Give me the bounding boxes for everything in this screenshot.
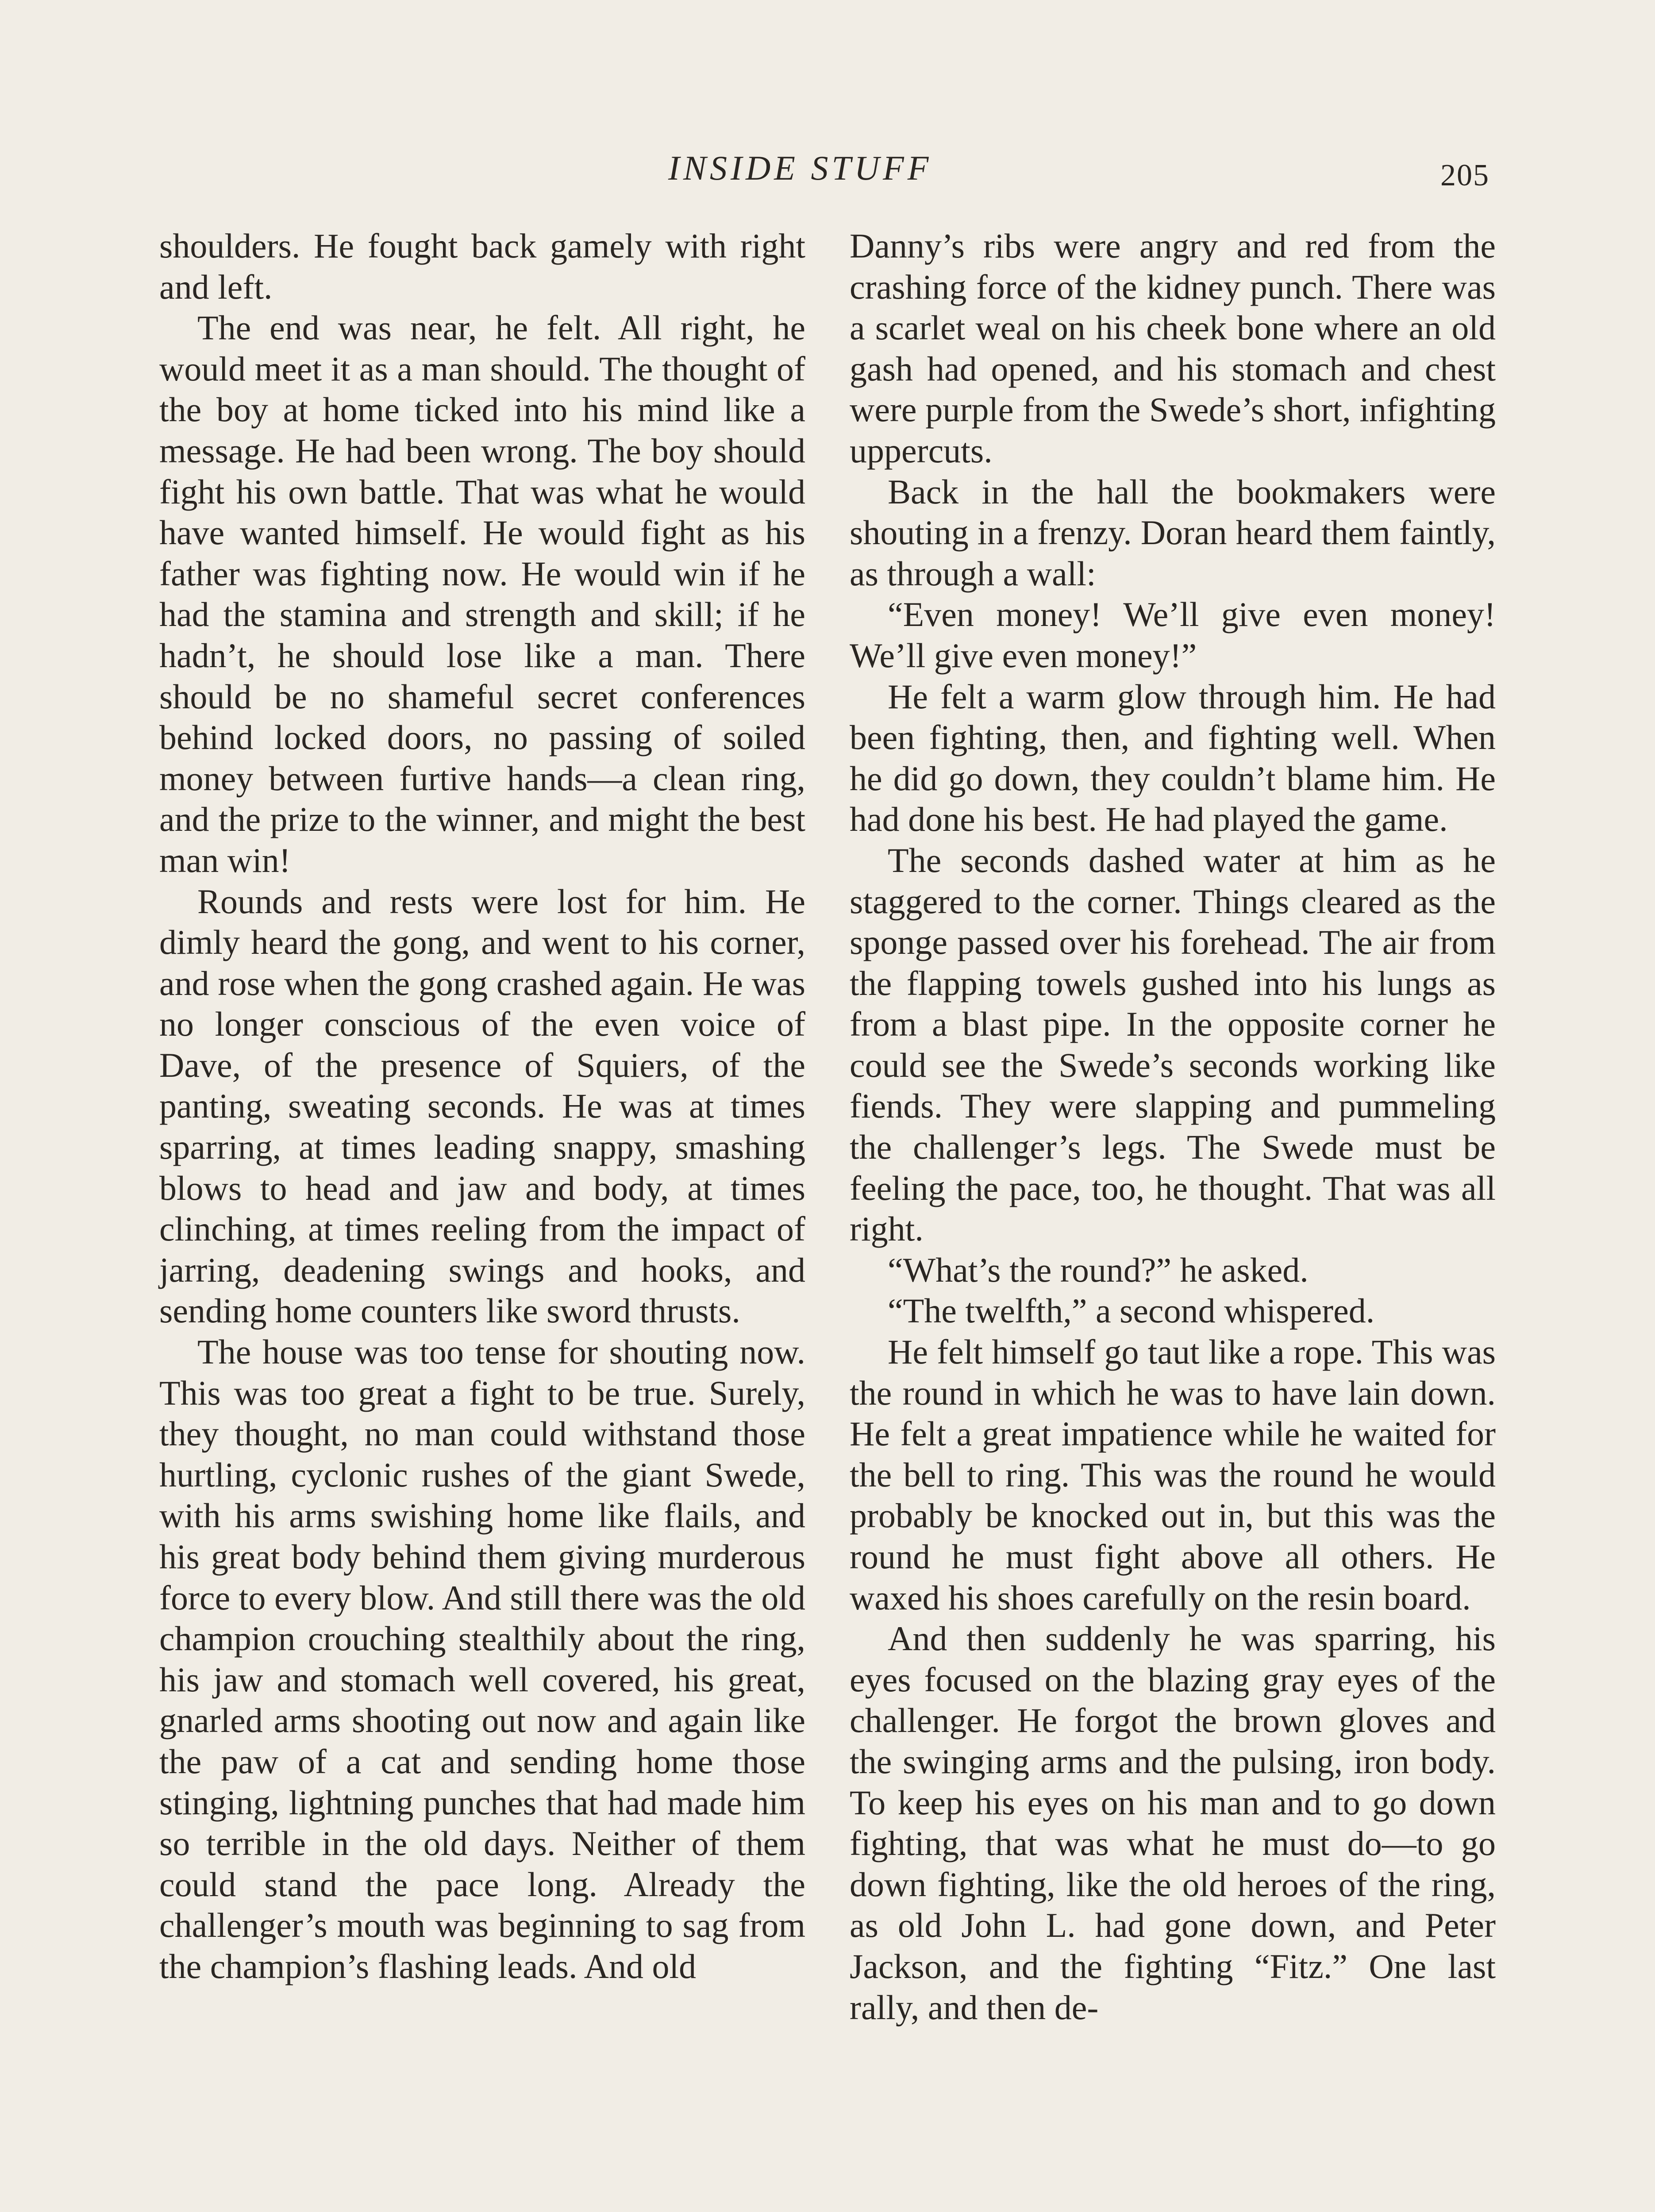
paragraph: The seconds dashed water at him as he staggered to the corner. Things cleared as the sponge passed over his forehead. The air from the flapping towels gushed into his lungs as from a blast pipe. In the opposite corner he could see the Swede’s seconds working like fiends. They were slapping and pummeling the challenger’s legs. The Swede must be feeling the pace, too, he thought. That was all right. xyxy=(850,841,1496,1248)
paragraph: And then suddenly he was sparring, his eyes focused on the blazing gray eyes of the challenger. He forgot the brown gloves and the swinging arms and the pulsing, iron body. To keep his eyes on his man and to go down fighting, that was what he must do—to go down fighting, like the old heroes of the ring, as old John L. had gone down, and Peter Jackson, and the fighting “Fitz.” One last rally, and then de- xyxy=(850,1619,1496,2027)
paragraph: Back in the hall the bookmakers were shouting in a frenzy. Doran heard them faintly, as through a wall: xyxy=(850,472,1496,593)
left-column xyxy=(159,226,805,1987)
paragraph: “Even money! We’ll give even money! We’ll give even money!” xyxy=(850,595,1496,675)
paragraph: “What’s the round?” he asked. xyxy=(888,1250,1309,1289)
running-title: INSIDE STUFF xyxy=(668,149,932,187)
page-header xyxy=(0,148,1655,201)
paragraph: shoulders. He fought back gamely with right and left. xyxy=(159,227,805,306)
paragraph: He felt a warm glow through him. He had been fighting, then, and fighting well. When he did go down, they couldn’t blame him. He had done his best. He had played the game. xyxy=(850,677,1496,839)
paragraph: He felt himself go taut like a rope. This was the round in which he was to have lain down. He felt a great impatience while he waited for the bell to ring. This was the round he would probably be knocked out in, but this was the round he must fight above all others. He waxed his shoes carefully on the resin board. xyxy=(850,1333,1496,1617)
paragraph: Rounds and rests were lost for him. He dimly heard the gong, and went to his corner, and rose when the gong crashed again. He was no longer conscious of the even voice of Dave, of the presence of Squiers, of the panting, sweating seconds. He was at times sparring, at times leading snappy, smashing blows to head and jaw and body, at times clinching, at times reeling from the impact of jarring, deadening swings and hooks, and sending home counters like sword thrusts. xyxy=(159,882,805,1330)
paragraph: The house was too tense for shouting now. This was too great a fight to be true. Surely, they thought, no man could withstand those hurtling, cyclonic rushes of the giant Swede, with his arms swishing home like flails, and his great body behind them giving murderous force to every blow. And still there was the old champion crouching stealthily about the ring, his jaw and stomach well covered, his great, gnarled arms shooting out now and again like the paw of a cat and sending home those stinging, lightning punches that had made him so terrible in the old days. Neither of them could stand the pace long. Already the challenger’s mouth was beginning to sag from the champion’s flashing leads. And old xyxy=(159,1333,805,1985)
page-number: 205 xyxy=(1440,158,1490,192)
right-column xyxy=(850,226,1496,2028)
paragraph: “The twelfth,” a second whispered. xyxy=(888,1291,1375,1330)
paragraph: The end was near, he felt. All right, he would meet it as a man should. The thought of the boy at home ticked into his mind like a message. He had been wrong. The boy should fight his own battle. That was what he would have wanted himself. He would fight as his father was fighting now. He would win if he had the stamina and strength and skill; if he hadn’t, he should lose like a man. There should be no shameful secret conferences behind locked doors, no passing of soiled money between furtive hands—a clean ring, and the prize to the winner, and might the best man win! xyxy=(159,308,805,879)
paragraph: Danny’s ribs were angry and red from the crashing force of the kidney punch. There was a scarlet weal on his cheek bone where an old gash had opened, and his stomach and chest were purple from the Swede’s short, infighting uppercuts. xyxy=(850,227,1496,470)
